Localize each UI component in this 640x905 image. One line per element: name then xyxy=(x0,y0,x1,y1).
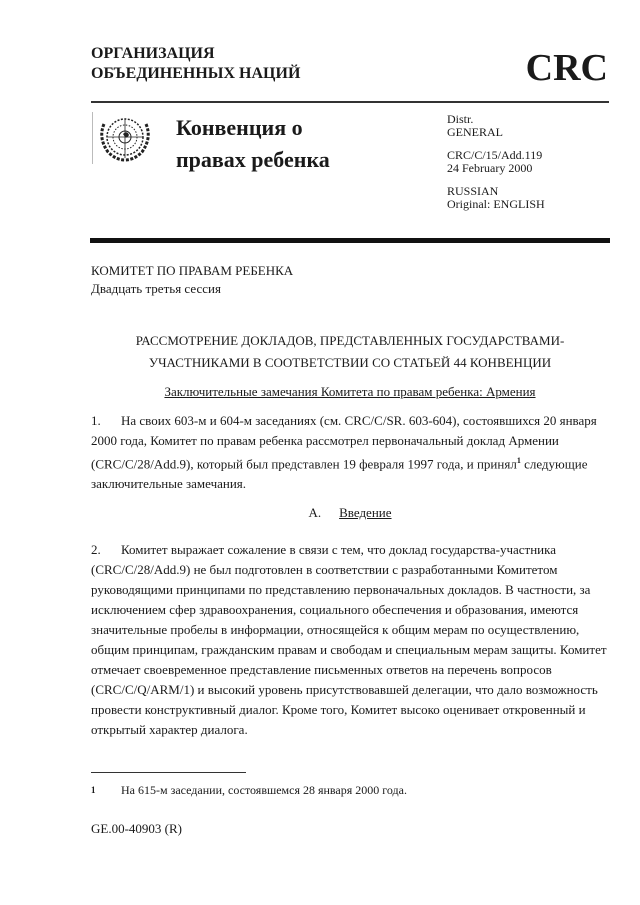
org-line-1: ОРГАНИЗАЦИЯ xyxy=(91,45,215,62)
main-heading xyxy=(91,330,609,374)
job-number: GE.00-40903 (R) xyxy=(91,821,182,836)
main-heading-line-1: РАССМОТРЕНИЕ ДОКЛАДОВ, ПРЕДСТАВЛЕННЫХ ГОСУДАРСТВАМИ- xyxy=(135,333,565,348)
convention-title-line-1: Конвенция о xyxy=(176,115,303,140)
committee-name: КОМИТЕТ ПО ПРАВАМ РЕБЕНКА xyxy=(91,263,294,278)
header-rule xyxy=(91,101,609,103)
distr-label: Distr. xyxy=(447,112,474,126)
emblem-divider xyxy=(92,112,93,164)
org-line-2: ОБЪЕДИНЕННЫХ НАЦИЙ xyxy=(91,65,301,82)
main-heading-line-2: УЧАСТНИКАМИ В СООТВЕТСТВИИ СО СТАТЬЕЙ 44 КОНВЕНЦИИ xyxy=(148,355,552,370)
section-heading xyxy=(91,505,609,521)
header-thick-rule xyxy=(90,238,610,243)
paragraph-number: 1. xyxy=(91,413,101,428)
paragraph-text-continued: следующие заключительные замечания. xyxy=(91,456,588,492)
doc-language: RUSSIAN xyxy=(447,184,499,198)
subtitle-text: Заключительные замечания Комитета по правам ребенка: Армения xyxy=(164,384,536,399)
paragraph-1 xyxy=(91,411,611,494)
doc-date: 24 February 2000 xyxy=(447,161,533,175)
paragraph-text: Комитет выражает сожаление в связи с тем, что доклад государства-участника (CRC/C/28/Add.9) не был подготовлен в соответствии с разработанными Комитетом руководящими принципами по представлению первоначальных докладов. В частности, за исключением сфер здравоохранения, социального обеспечения и образования, имеются значительные пробелы в информации, относящейся к общим мерам по осуществлению, общим принципам, гражданским правам и свободам и специальным мерам защиты. Комитет отмечает своевременное представление письменных ответов на перечень вопросов (CRC/C/Q/ARM/1) и высокий уровень присутствовавшей делегации, что дало возможность провести конструктивный диалог. Кроме того, Комитет высоко оценивает откровенный и открытый характер диалога. xyxy=(91,542,607,737)
convention-title xyxy=(176,112,330,176)
footnote-separator xyxy=(91,772,246,773)
document-metadata xyxy=(447,113,545,211)
distr-value: GENERAL xyxy=(447,125,503,139)
convention-title-line-2: правах ребенка xyxy=(176,147,330,172)
paragraph-2 xyxy=(91,540,611,740)
footnote-mark: 1 xyxy=(91,785,96,795)
footnote-reference[interactable]: 1 xyxy=(516,456,521,465)
doc-original-language: Original: ENGLISH xyxy=(447,197,545,211)
paragraph-number: 2. xyxy=(91,542,101,557)
section-title: Введение xyxy=(339,505,392,520)
section-letter: A. xyxy=(308,505,322,520)
committee-block xyxy=(91,262,293,298)
organization-name xyxy=(91,44,300,84)
paragraph-text: На своих 603-м и 604-м заседаниях (см. CRC/C/SR. 603-604), состоявшихся 20 января 2000 года, Комитет по правам ребенка рассмотрел первоначальный доклад Армении (CRC/C/28/Add.9), который был представлен 19 февраля 1997 года, и принял xyxy=(91,413,597,472)
document-symbol-large: CRC xyxy=(525,47,608,89)
footnote xyxy=(91,782,407,798)
footnote-text: На 615-м заседании, состоявшемся 28 января 2000 года. xyxy=(121,783,407,797)
un-emblem-icon xyxy=(96,110,154,168)
committee-session: Двадцать третья сессия xyxy=(91,281,221,296)
doc-symbol: CRC/C/15/Add.119 xyxy=(447,148,543,162)
subtitle xyxy=(91,384,609,400)
